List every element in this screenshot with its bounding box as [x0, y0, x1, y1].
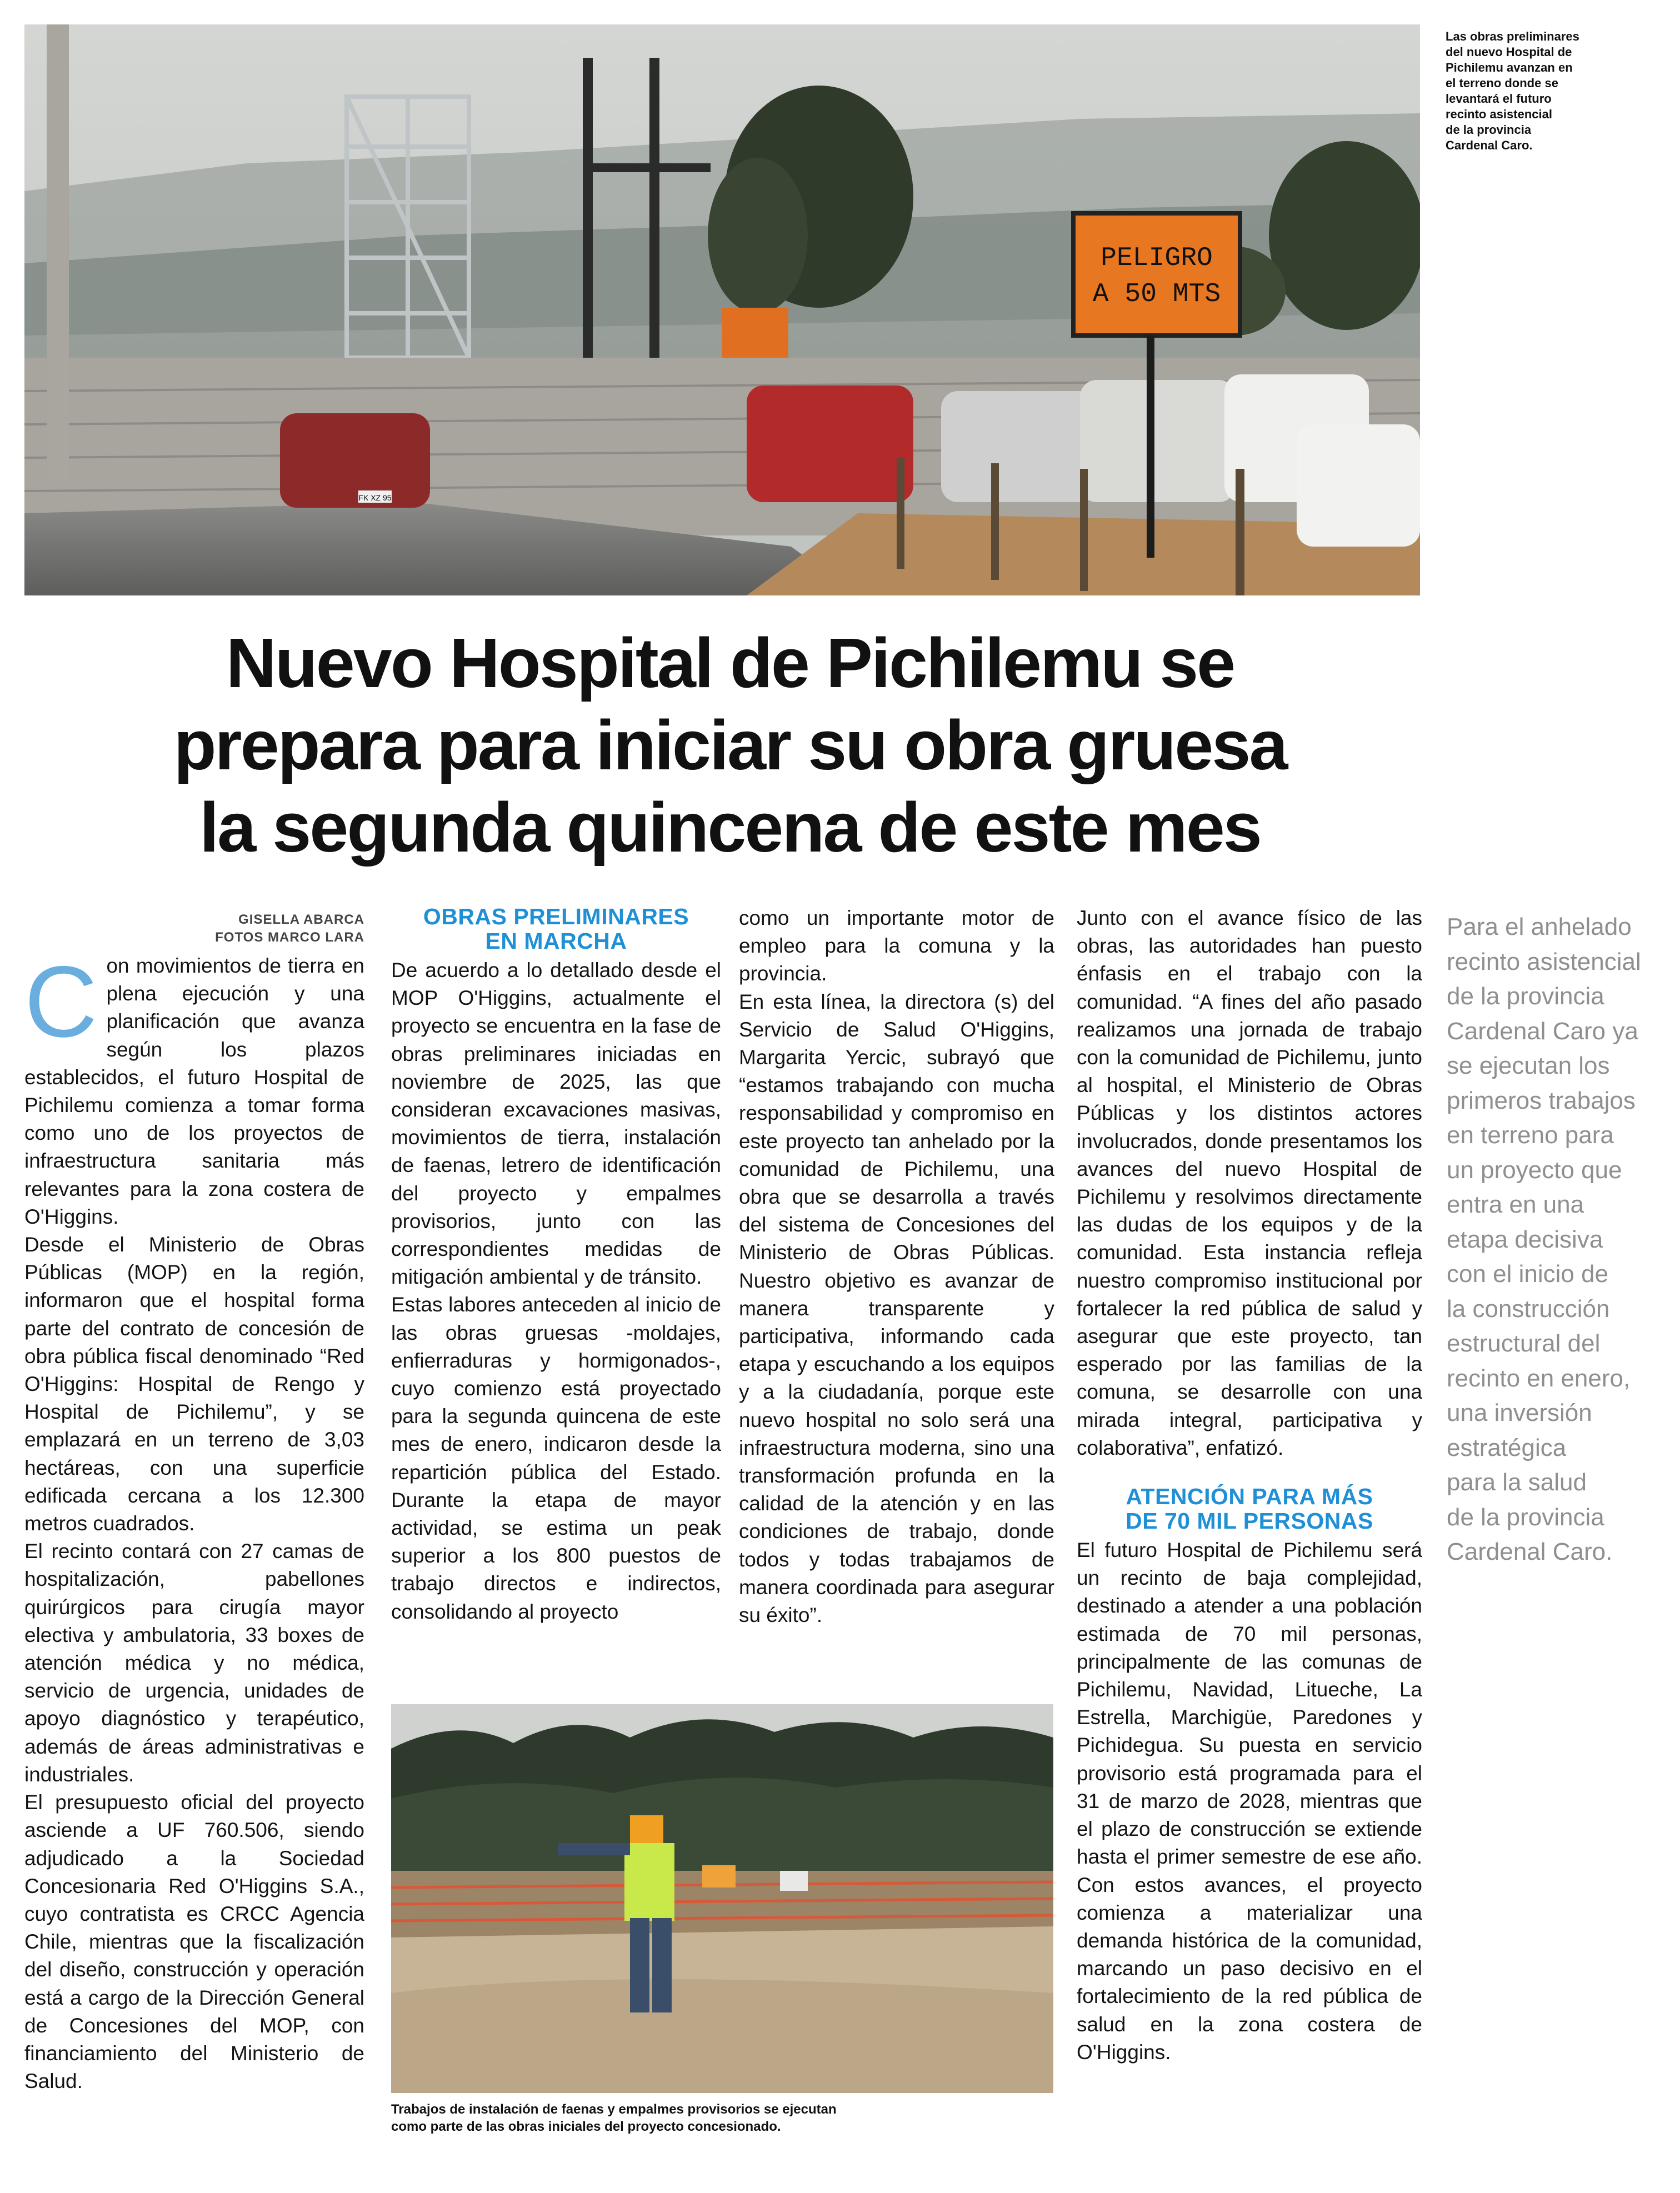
sign-line-2: A 50 MTS — [1092, 279, 1221, 309]
paragraph: Estas labores anteceden al inicio de las obras gruesas -moldajes, enfierraduras y hormigonados-, cuyo comienzo está proyectado para la segunda quincena de este mes de enero, indicaron desde la repartición pública del Estado. Durante la etapa de mayor actividad, se estima un peak superior a los 800 puestos de trabajo directos e indirectos, consolidando al proyecto — [391, 1293, 721, 1623]
caption-line: levantará el futuro — [1446, 92, 1552, 106]
pullquote-line: Para el anhelado — [1447, 913, 1632, 940]
caption-line: del nuevo Hospital de — [1446, 45, 1572, 59]
pullquote-line: estructural del — [1447, 1330, 1601, 1357]
top-photo-caption — [1446, 29, 1612, 153]
pullquote-line: de la provincia — [1447, 1503, 1604, 1531]
pullquote-line: un proyecto que — [1447, 1156, 1622, 1184]
drop-cap: C — [24, 945, 98, 1058]
pullquote-line: recinto asistencial — [1447, 948, 1641, 975]
caption-line: el terreno donde se — [1446, 76, 1558, 90]
article-column-1 — [24, 945, 364, 2095]
caption-line: Las obras preliminares — [1446, 29, 1579, 43]
pullquote-line: la construcción — [1447, 1295, 1610, 1323]
pullquote-line: para la salud — [1447, 1469, 1587, 1496]
sign-line-1: PELIGRO — [1101, 243, 1213, 273]
pullquote-line: primeros trabajos — [1447, 1087, 1636, 1114]
pullquote-line: de la provincia — [1447, 983, 1604, 1010]
subhead-line: EN MARCHA — [485, 928, 627, 954]
caption-line: como parte de las obras iniciales del proyecto concesionado. — [391, 2119, 781, 2134]
subhead-line: OBRAS PRELIMINARES — [423, 904, 689, 929]
paragraph: En esta línea, la directora (s) del Servicio de Salud O'Higgins, Margarita Yercic, subrayó que “estamos trabajando con mucha responsabilidad y compromiso en este proyecto tan anhelado por la comunidad de Pichilemu, una obra que se desarrolla a través del sistema de Concesiones del Ministerio de Obras Públicas. Nuestro objetivo es avanzar de manera transparente y participativa, informando cada etapa y escuchando a los equipos y a la ciudadanía, porque este nuevo hospital no solo será una infraestructura moderna, sino una transformación profunda en la calidad de la atención y en las condiciones de trabajo, donde todos y todas trabajamos de manera coordinada para asegurar su éxito”. — [739, 990, 1054, 1627]
pullquote-line: con el inicio de — [1447, 1260, 1609, 1288]
pullquote-line: Cardenal Caro ya — [1447, 1017, 1638, 1045]
article-column-3 — [739, 904, 1054, 1629]
pullquote-line: etapa decisiva — [1447, 1225, 1603, 1253]
caption-line: Trabajos de instalación de faenas y empalmes provisorios se ejecutan — [391, 2102, 837, 2117]
headline-line: Nuevo Hospital de Pichilemu se — [226, 624, 1234, 702]
pullquote-line: Cardenal Caro. — [1447, 1538, 1613, 1565]
caption-line: Pichilemu avanzan en — [1446, 61, 1573, 74]
caption-line: recinto asistencial — [1446, 107, 1552, 121]
caption-line: Cardenal Caro. — [1446, 138, 1533, 152]
caption-line: de la provincia — [1446, 123, 1532, 137]
headline-line: la segunda quincena de este mes — [199, 788, 1261, 867]
byline-author: GISELLA ABARCA — [238, 912, 364, 927]
paragraph: El futuro Hospital de Pichilemu será un recinto de baja complejidad, destinado a atender a una población estimada de 70 mil personas, principalmente de las comunas de Pichilemu, Navidad, Litueche, La Estrella, Marchigüe, Paredones y Pichidegua. Su puesta en servicio provisorio está programada para el 31 de marzo de 2028, mientras que el plazo de construcción se extiende hasta el primer semestre de ese año. Con estos avances, el proyecto comienza a materializar una demanda histórica de la comunidad, marcando un paso decisivo en el fortalecimiento de la red pública de salud en la zona costera de O'Higgins. — [1077, 1539, 1422, 2064]
pullquote-line: estratégica — [1447, 1434, 1567, 1461]
top-photo — [24, 24, 1420, 595]
pullquote-line: entra en una — [1447, 1191, 1584, 1218]
paragraph: Junto con el avance físico de las obras, las autoridades han puesto énfasis en el trabajo con la comunidad. “A fines del año pasado realizamos una jornada de trabajo con la comunidad de Pichilemu, junto al hospital, el Ministerio de Obras Públicas y los distintos actores involucrados, donde presentamos los avances del nuevo Hospital de Pichilemu y resolvimos directamente las dudas de los equipos y de la comunidad. Esta instancia refleja nuestro compromiso institucional por fortalecer la red pública de salud y asegurar que este proyecto, tan esperado por las familias de la comuna, se desarrolle con una mirada integral, participativa y colaborativa”, enfatizó. — [1077, 907, 1422, 1459]
paragraph: El presupuesto oficial del proyecto asciende a UF 760.506, siendo adjudicado a la Sociedad Concesionaria Red O'Higgins S.A., cuyo contratista es CRCC Agencia Chile, mientras que la fiscalización del diseño, construcción y operación está a cargo de la Dirección General de Concesiones del MOP, con financiamiento del Ministerio de Salud. — [24, 1791, 364, 2093]
pull-quote — [1447, 910, 1658, 1570]
bottom-photo — [391, 1704, 1053, 2093]
headline-line: prepara para iniciar su obra gruesa — [173, 706, 1287, 784]
pullquote-line: en terreno para — [1447, 1121, 1614, 1149]
article-column-4 — [1077, 904, 1422, 2066]
paragraph: como un importante motor de empleo para la comuna y la provincia. — [739, 907, 1054, 985]
pullquote-line: se ejecutan los — [1447, 1052, 1610, 1079]
article-column-2 — [391, 957, 721, 1626]
license-plate: FK XZ 95 — [358, 493, 392, 502]
pullquote-line: una inversión — [1447, 1399, 1592, 1426]
byline — [24, 911, 364, 947]
construction-site-illustration — [24, 24, 1420, 595]
subhead-line: ATENCIÓN PARA MÁS — [1126, 1484, 1373, 1510]
paragraph: Desde el Ministerio de Obras Públicas (MOP) en la región, informaron que el hospital forma parte del contrato de concesión de obra pública fiscal denominado “Red O'Higgins: Hospital de Rengo y Hospital de Pichilemu”, y se emplazará en un terreno de 3,03 hectáreas, con una superficie edificada cercana a los 12.300 metros cuadrados. — [24, 1233, 364, 1535]
paragraph: De acuerdo a lo detallado desde el MOP O'Higgins, actualmente el proyecto se encuentra en la fase de obras preliminares iniciadas en noviembre de 2025, las que consideran excavaciones masivas, movimientos de tierra, instalación de faenas, letrero de identificación del proyecto y empalmes provisorios, junto con las correspondientes medidas de mitigación ambiental y de tránsito. — [391, 959, 721, 1289]
subhead-line: DE 70 MIL PERSONAS — [1126, 1508, 1373, 1534]
paragraph: El recinto contará con 27 camas de hospitalización, pabellones quirúrgicos para cirugía mayor electiva y ambulatoria, 33 boxes de atención médica y no médica, servicio de urgencia, unidades de apoyo diagnóstico y terapéutico, además de áreas administrativas e industriales. — [24, 1540, 364, 1786]
worker-site-illustration — [391, 1704, 1053, 2093]
paragraph: on movimientos de tierra en plena ejecución y una planificación que avanza según los plazos establecidos, el futuro Hospital de Pichilemu comienza a tomar forma como uno de los proyectos de infraestructura sanitaria más relevantes para la zona costera de O'Higgins. — [24, 954, 364, 1228]
bottom-photo-caption — [391, 2101, 1053, 2135]
byline-photos: FOTOS MARCO LARA — [215, 930, 364, 945]
subhead-obras-preliminares — [391, 904, 721, 953]
subhead-atencion — [1077, 1484, 1422, 1533]
headline — [24, 622, 1436, 869]
pullquote-line: recinto en enero, — [1447, 1364, 1631, 1392]
